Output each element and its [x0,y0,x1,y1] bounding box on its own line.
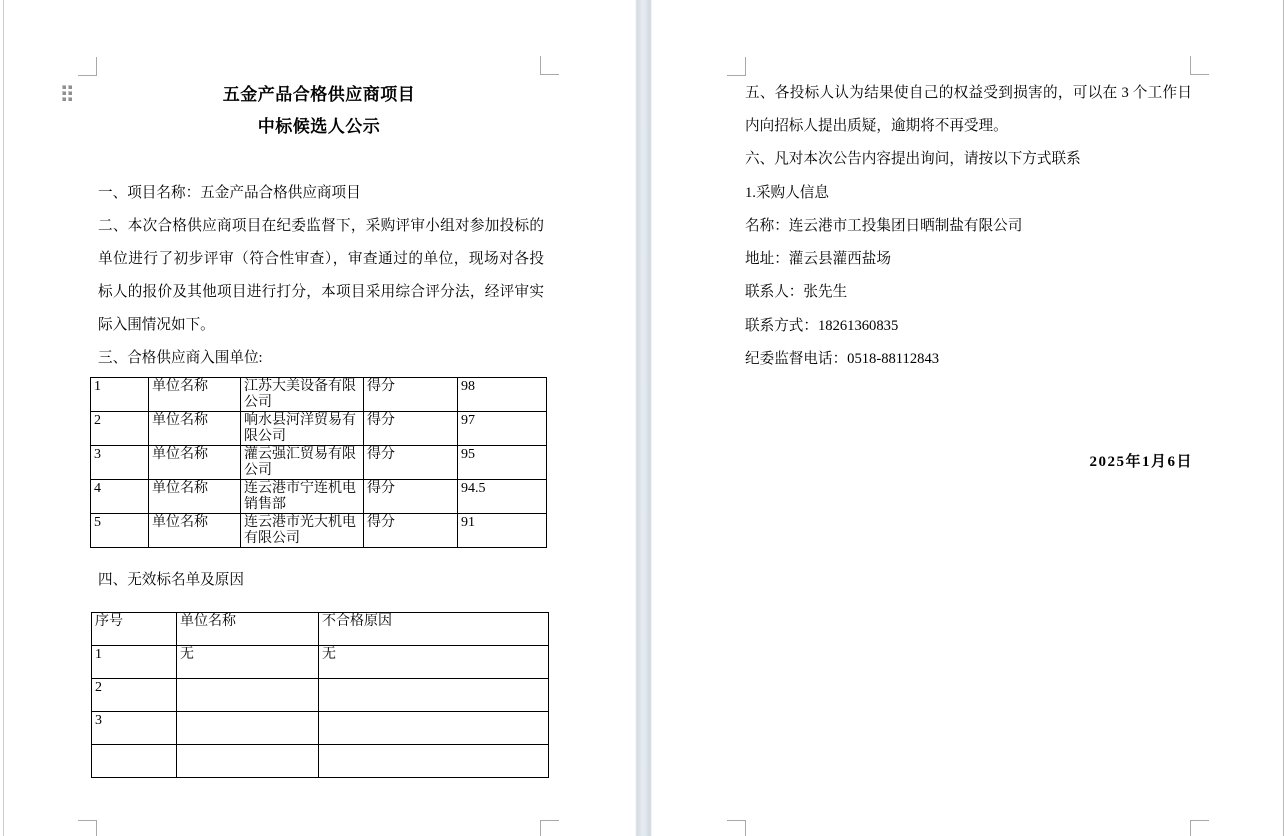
body-line: 五、各投标人认为结果使自己的权益受到损害的，可以在 3 个工作日 [745,85,1192,101]
invalid-bids-table [91,612,549,778]
cell-company [177,679,319,712]
cell-score: 98 [458,378,547,412]
body-line: 1.采购人信息 [745,185,829,201]
header-seq: 序号 [92,613,177,646]
margin-corner-mark [78,57,97,76]
cell-company: 响水县河洋贸易有限公司 [241,412,364,446]
cell-seq [92,745,177,778]
cell-score: 94.5 [458,480,547,514]
cell-score: 91 [458,514,547,548]
margin-corner-mark [1190,56,1209,75]
cell-reason [319,712,549,745]
body-line: 标人的报价及其他项目进行打分，本项目采用综合评分法，经评审实 [98,284,544,300]
body-line: 二、本次合格供应商项目在纪委监督下，采购评审小组对参加投标的 [98,218,544,234]
margin-corner-mark [78,820,97,836]
qualified-suppliers-table [90,377,547,548]
page-2 [652,0,1283,836]
body-line: 内向招标人提出质疑，逾期将不再受理。 [745,118,1008,134]
scrollbar-track[interactable] [1283,0,1284,836]
cell-company: 江苏大美设备有限公司 [241,378,364,412]
cell-score-label: 得分 [364,514,458,548]
section4-heading: 四、无效标名单及原因 [98,572,244,588]
purchaser-name-line: 名称：连云港市工投集团日晒制盐有限公司 [745,218,1023,234]
table-row [92,712,549,745]
margin-corner-mark [540,56,559,75]
cell-label: 单位名称 [149,446,241,480]
cell-label: 单位名称 [149,514,241,548]
body-line: 单位进行了初步评审（符合性审查），审查通过的单位，现场对各投 [98,251,544,267]
supervision-phone-line: 纪委监督电话：0518-88112843 [745,351,940,367]
cell-company: 灌云强汇贸易有限公司 [241,446,364,480]
cell-company [177,745,319,778]
cell-reason [319,679,549,712]
cell-score: 97 [458,412,547,446]
purchaser-address-line: 地址：灌云县灌西盐场 [745,251,891,267]
body-line: 六、凡对本次公告内容提出询问，请按以下方式联系 [745,151,1081,167]
table-row [91,514,547,548]
document-date: 2025年1月6日 [1089,454,1193,470]
cell-label: 单位名称 [149,378,241,412]
header-reason: 不合格原因 [319,613,549,646]
cell-company: 连云港市光大机电有限公司 [241,514,364,548]
cell-score-label: 得分 [364,378,458,412]
cell-reason [319,745,549,778]
table-row [91,480,547,514]
cell-rank: 1 [91,378,149,412]
cell-score: 95 [458,446,547,480]
margin-corner-mark [727,820,746,836]
cell-score-label: 得分 [364,480,458,514]
table-row [92,745,549,778]
table-row [92,646,549,679]
body-line: 一、项目名称：五金产品合格供应商项目 [98,185,361,201]
table-row [91,412,547,446]
cell-rank: 4 [91,480,149,514]
body-line: 际入围情况如下。 [98,317,215,333]
margin-corner-mark [727,57,746,76]
section3-heading: 三、合格供应商入围单位: [98,350,263,366]
page-1 [4,0,635,836]
table-row [91,446,547,480]
cell-rank: 2 [91,412,149,446]
table-row [92,679,549,712]
document-title-line1: 五金产品合格供应商项目 [222,85,416,104]
document-title-line2: 中标候选人公示 [257,117,381,136]
cell-score-label: 得分 [364,412,458,446]
page-divider [635,0,652,836]
contact-phone-line: 联系方式：18261360835 [745,318,899,334]
table-row [91,378,547,412]
drag-handle-icon[interactable] [62,85,72,101]
margin-corner-mark [1190,820,1209,836]
cell-rank: 3 [91,446,149,480]
header-company: 单位名称 [177,613,319,646]
table-header-row [92,613,549,646]
cell-label: 单位名称 [149,480,241,514]
contact-person-line: 联系人：张先生 [745,284,848,300]
cell-score-label: 得分 [364,446,458,480]
cell-seq: 2 [92,679,177,712]
cell-label: 单位名称 [149,412,241,446]
cell-company: 无 [177,646,319,679]
cell-seq: 3 [92,712,177,745]
cell-reason: 无 [319,646,549,679]
cell-rank: 5 [91,514,149,548]
cell-seq: 1 [92,646,177,679]
cell-company [177,712,319,745]
margin-corner-mark [540,820,559,836]
cell-company: 连云港市宁连机电销售部 [241,480,364,514]
